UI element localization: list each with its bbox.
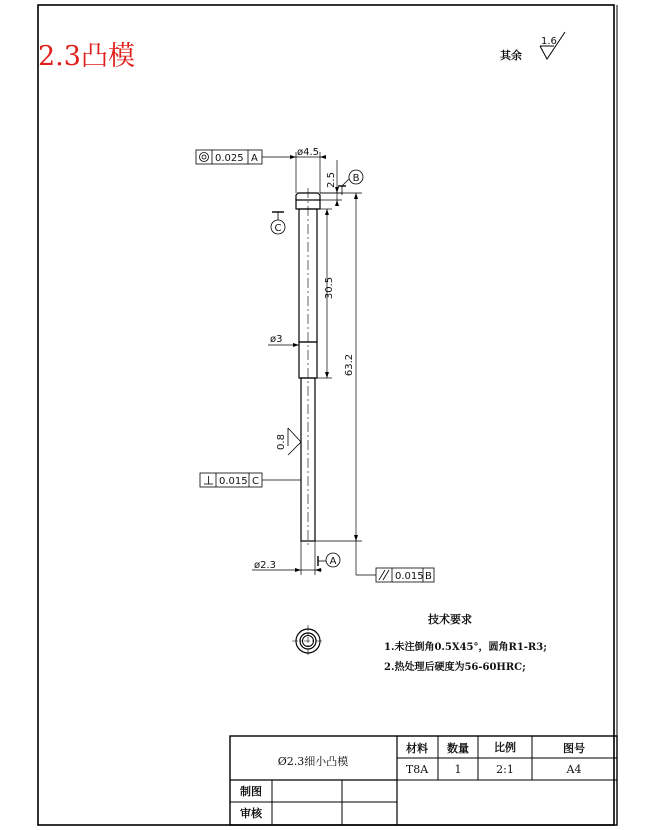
- end-view: [292, 625, 324, 657]
- material-value: T8A: [405, 763, 429, 776]
- surface-note-value: 1.6: [541, 36, 557, 47]
- datum-b-label: B: [352, 173, 360, 184]
- parallel-datum: B: [425, 571, 432, 582]
- shank-diameter-dimension: ø3: [270, 334, 283, 345]
- tech-req-line-1: 1.未注倒角0.5X45°，圆角R1-R3;: [384, 642, 547, 653]
- tip-roughness-icon: [288, 428, 301, 455]
- datum-c-label: C: [274, 223, 282, 234]
- parallel-value: 0.015: [395, 571, 424, 582]
- middle-length-dimension: 30.5: [324, 276, 335, 300]
- drawn-label: 制图: [240, 785, 262, 798]
- parallel-icon: [379, 570, 389, 580]
- head-length-dimension: 2.5: [326, 172, 337, 188]
- material-label: 材料: [406, 742, 428, 755]
- concentricity-tolerance-frame: [196, 150, 262, 164]
- quantity-label: 数量: [447, 742, 469, 755]
- checked-label: 审核: [240, 807, 262, 820]
- head-diameter-dimension: ø4.5: [297, 147, 320, 158]
- title-block-name: Ø2.3细小凸模: [277, 755, 349, 768]
- perpendicular-tolerance-frame: [200, 473, 262, 487]
- datum-a-label: A: [329, 556, 337, 567]
- datum-a-marker: [318, 553, 340, 567]
- perpendicular-value: 0.015: [219, 476, 248, 487]
- tip-diameter-dimension: ø2.3: [254, 560, 277, 571]
- dimension-lines: [252, 152, 376, 575]
- tip-roughness-value: 0.8: [276, 434, 287, 450]
- surface-note-label: 其余: [500, 49, 522, 62]
- drawing-no-value: A4: [566, 763, 582, 776]
- tech-req-heading: 技术要求: [428, 613, 472, 626]
- drawing-frame: [38, 5, 617, 825]
- concentricity-icon: [200, 153, 209, 162]
- technical-requirements: [384, 612, 547, 673]
- surface-roughness-note: [500, 32, 565, 62]
- quantity-value: 1: [454, 763, 462, 776]
- scale-label: 比例: [494, 741, 516, 754]
- tech-req-line-2: 2.热处理后硬度为56-60HRC;: [384, 662, 526, 673]
- parallel-tolerance-frame: [376, 568, 434, 582]
- concentricity-datum: A: [251, 153, 258, 164]
- total-length-dimension: 63.2: [344, 353, 355, 377]
- datum-b-marker: [338, 170, 363, 195]
- drawing-no-label: 图号: [563, 742, 585, 755]
- concentricity-value: 0.025: [215, 153, 244, 164]
- perpendicular-icon: [204, 476, 213, 484]
- scale-value: 2:1: [496, 763, 514, 776]
- datum-c-marker: [271, 212, 285, 234]
- perpendicular-datum: C: [252, 476, 259, 487]
- part-title: 2.3凸模: [38, 41, 135, 72]
